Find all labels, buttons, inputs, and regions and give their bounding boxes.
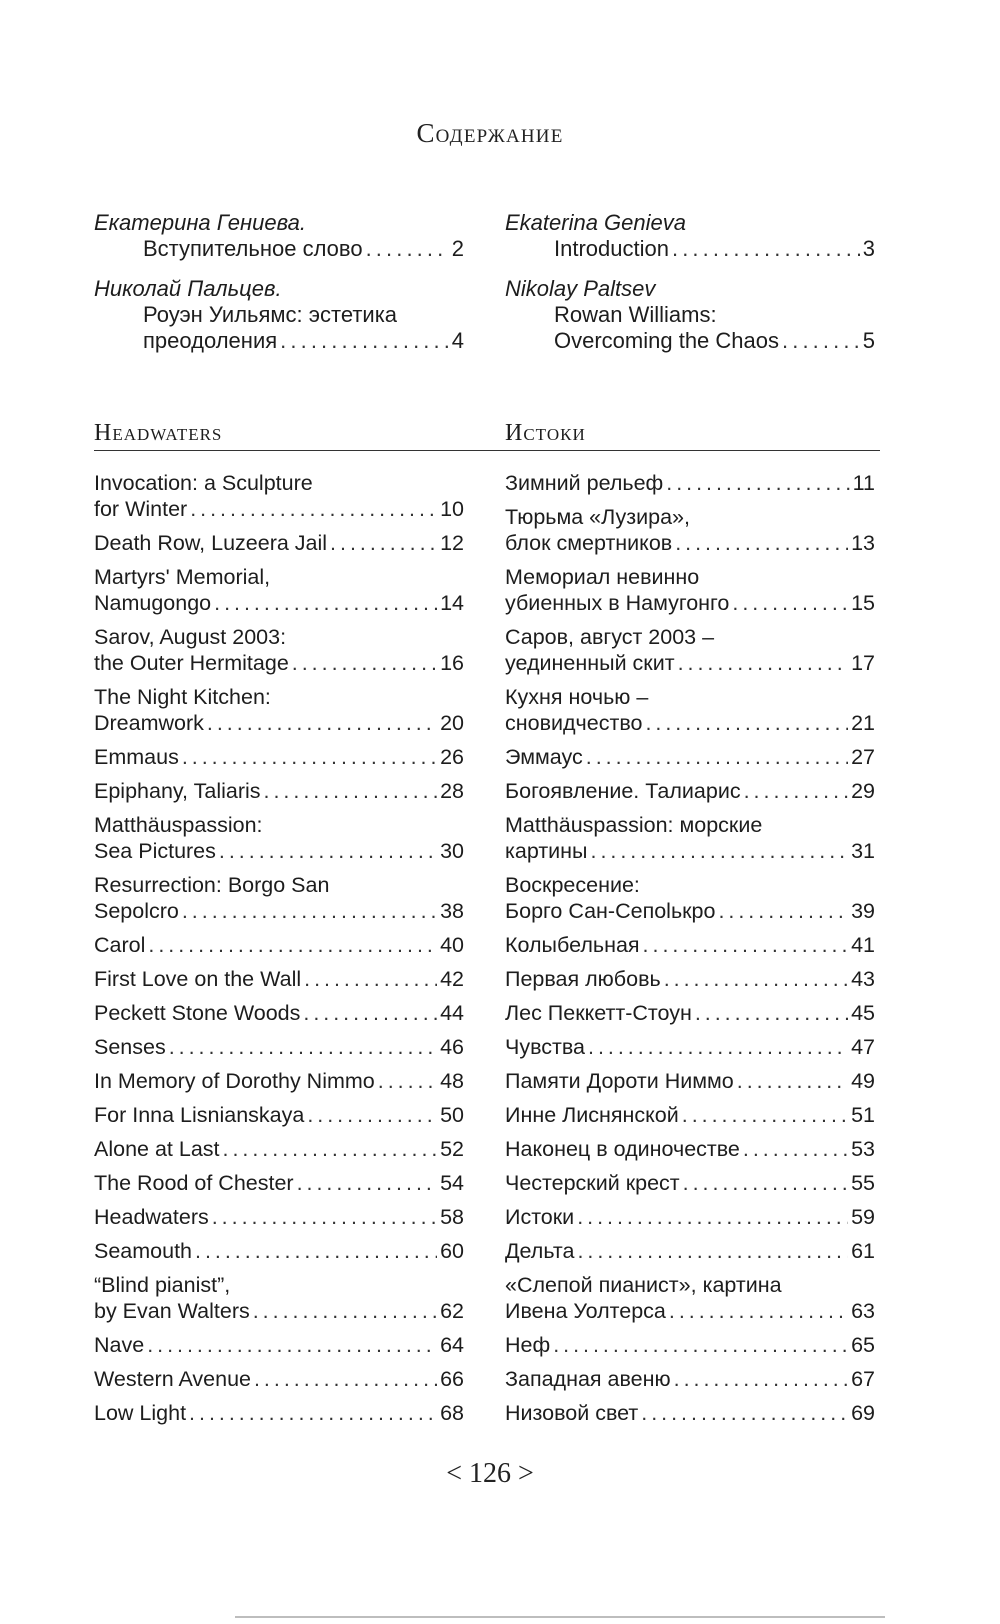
toc-line-with-page bbox=[505, 710, 875, 736]
dot-leader bbox=[743, 1136, 848, 1162]
toc-line-with-page bbox=[94, 1400, 464, 1426]
dot-leader bbox=[264, 778, 438, 804]
entry-title-line: Headwaters bbox=[94, 1205, 209, 1229]
entry-page-number: 31 bbox=[851, 839, 875, 863]
entry-page-number: 3 bbox=[862, 236, 875, 261]
toc-line-with-page bbox=[94, 650, 464, 676]
entry-title-line: Sea Pictures bbox=[94, 839, 216, 863]
toc-line-with-page bbox=[94, 1034, 464, 1060]
dot-leader bbox=[674, 1366, 848, 1392]
entry-title-line: First Love on the Wall bbox=[94, 967, 302, 991]
toc-entry bbox=[94, 624, 464, 676]
entry-page-number: 43 bbox=[851, 967, 875, 991]
entry-title-line: Death Row, Luzeera Jail bbox=[94, 531, 328, 555]
intro-entry bbox=[505, 210, 875, 262]
entry-title-line: Seamouth bbox=[94, 1239, 193, 1263]
entry-title-line: Introduction bbox=[554, 236, 669, 261]
toc-entry bbox=[94, 966, 464, 992]
entry-title-line: by Evan Walters bbox=[94, 1299, 250, 1323]
dot-leader bbox=[169, 1034, 437, 1060]
toc-entry bbox=[94, 932, 464, 958]
entry-title-line: Борго Сан-Сепolькро bbox=[505, 899, 716, 923]
intro-entry bbox=[94, 210, 464, 262]
dot-leader bbox=[304, 966, 437, 992]
entry-page-number: 12 bbox=[440, 531, 464, 555]
toc-line-with-page bbox=[505, 530, 875, 556]
entry-title-line: Лес Пеккетт-Стоун bbox=[505, 1001, 692, 1025]
entry-title-line: «Слепой пианист», картина bbox=[505, 1273, 782, 1297]
toc-entry bbox=[94, 530, 464, 556]
entry-page-number: 21 bbox=[851, 711, 875, 735]
toc-entry bbox=[505, 1332, 875, 1358]
toc-entry bbox=[94, 744, 464, 770]
toc-entry bbox=[505, 1272, 875, 1324]
toc-entry bbox=[505, 932, 875, 958]
entry-page-number: 15 bbox=[851, 591, 875, 615]
toc-entry bbox=[505, 1366, 875, 1392]
toc-entry bbox=[505, 1068, 875, 1094]
entry-page-number: 47 bbox=[851, 1035, 875, 1059]
dot-leader bbox=[586, 744, 848, 770]
entry-page-number: 14 bbox=[440, 591, 464, 615]
entry-title-line: Вступительное слово bbox=[143, 236, 363, 261]
dot-leader bbox=[641, 1400, 848, 1426]
toc-entry bbox=[94, 1136, 464, 1162]
toc-line-with-page bbox=[505, 838, 875, 864]
entry-page-number: 46 bbox=[440, 1035, 464, 1059]
dot-leader bbox=[253, 1298, 437, 1324]
intro-author: Nikolay Paltsev bbox=[505, 276, 656, 301]
entry-title-line: Resurrection: Borgo San bbox=[94, 873, 330, 897]
entry-title-line: Western Avenue bbox=[94, 1367, 251, 1391]
entry-page-number: 52 bbox=[440, 1137, 464, 1161]
toc-entry bbox=[94, 1102, 464, 1128]
toc-entry bbox=[505, 624, 875, 676]
toc-line-with-page bbox=[505, 1204, 875, 1230]
entry-page-number: 49 bbox=[851, 1069, 875, 1093]
entry-page-number: 42 bbox=[440, 967, 464, 991]
dot-leader bbox=[147, 1332, 437, 1358]
toc-entry bbox=[505, 744, 875, 770]
dot-leader bbox=[682, 1102, 848, 1128]
entry-page-number: 58 bbox=[440, 1205, 464, 1229]
entry-title-line: Matthäuspassion: морские bbox=[505, 813, 763, 837]
toc-entry bbox=[505, 1400, 875, 1426]
entry-title-line: Истоки bbox=[505, 1205, 575, 1229]
entry-page-number: 4 bbox=[451, 328, 464, 353]
toc-entry bbox=[505, 966, 875, 992]
entry-title-line: Честерский крест bbox=[505, 1171, 680, 1195]
dot-leader bbox=[669, 1298, 848, 1324]
entry-page-number: 53 bbox=[851, 1137, 875, 1161]
toc-line-with-page bbox=[94, 1068, 464, 1094]
toc-entry bbox=[505, 1204, 875, 1230]
section-title-russian: Истоки bbox=[505, 420, 586, 446]
entry-title-line: Наконец в одиночестве bbox=[505, 1137, 740, 1161]
toc-line-with-page bbox=[505, 650, 875, 676]
entry-title-line: картины bbox=[505, 839, 588, 863]
toc-line-with-page bbox=[94, 966, 464, 992]
intro-author: Николай Пальцев. bbox=[94, 276, 282, 301]
dot-leader bbox=[303, 1000, 437, 1026]
toc-entry bbox=[94, 1400, 464, 1426]
dot-leader bbox=[148, 932, 437, 958]
entry-title-line: the Outer Hermitage bbox=[94, 651, 289, 675]
entry-title-line: Зимний рельеф bbox=[505, 471, 664, 495]
entry-page-number: 29 bbox=[851, 779, 875, 803]
entry-title-line: Мемориал невинно bbox=[505, 565, 700, 589]
entry-title-line: Emmaus bbox=[94, 745, 179, 769]
entry-page-number: 38 bbox=[440, 899, 464, 923]
entry-title-line: for Winter bbox=[94, 497, 188, 521]
entry-title-line: Кухня ночью – bbox=[505, 685, 649, 709]
toc-entry bbox=[505, 1102, 875, 1128]
entry-title-line: Matthäuspassion: bbox=[94, 813, 263, 837]
intro-author: Ekaterina Genieva bbox=[505, 210, 686, 235]
dot-leader bbox=[645, 710, 848, 736]
toc-line-with-page bbox=[505, 932, 875, 958]
toc-entry bbox=[94, 470, 464, 522]
toc-line-with-page bbox=[505, 590, 875, 616]
entry-page-number: 2 bbox=[451, 236, 464, 261]
entry-title-line: Неф bbox=[505, 1333, 551, 1357]
dot-leader bbox=[182, 744, 437, 770]
dot-leader bbox=[678, 650, 849, 676]
entry-page-number: 10 bbox=[440, 497, 464, 521]
dot-leader bbox=[223, 1136, 438, 1162]
toc-line-with-page bbox=[94, 496, 464, 522]
entry-page-number: 68 bbox=[440, 1401, 464, 1425]
dot-leader bbox=[577, 1204, 848, 1230]
entry-page-number: 50 bbox=[440, 1103, 464, 1127]
entry-title-line: “Blind pianist”, bbox=[94, 1273, 231, 1297]
toc-line-with-page bbox=[94, 1366, 464, 1392]
toc-line-with-page bbox=[505, 236, 875, 262]
dot-leader bbox=[591, 838, 849, 864]
dot-leader bbox=[195, 1238, 437, 1264]
toc-entry bbox=[505, 504, 875, 556]
toc-line-with-page bbox=[94, 590, 464, 616]
entry-page-number: 55 bbox=[851, 1171, 875, 1195]
toc-line-with-page bbox=[94, 1000, 464, 1026]
entry-page-number: 45 bbox=[851, 1001, 875, 1025]
entry-title-line: The Night Kitchen: bbox=[94, 685, 271, 709]
entry-page-number: 63 bbox=[851, 1299, 875, 1323]
dot-leader bbox=[782, 328, 860, 354]
dot-leader bbox=[577, 1238, 848, 1264]
dot-leader bbox=[553, 1332, 848, 1358]
toc-entry bbox=[94, 872, 464, 924]
toc-line-with-page bbox=[94, 328, 464, 354]
entry-page-number: 40 bbox=[440, 933, 464, 957]
toc-line-with-page bbox=[505, 1000, 875, 1026]
entry-title-line: Rowan Williams: bbox=[554, 302, 717, 327]
entry-page-number: 20 bbox=[440, 711, 464, 735]
entry-title-line: Peckett Stone Woods bbox=[94, 1001, 301, 1025]
dot-leader bbox=[672, 236, 860, 262]
page-number: < 126 > bbox=[446, 1458, 534, 1489]
toc-line-with-page bbox=[505, 1170, 875, 1196]
toc-line-with-page bbox=[94, 898, 464, 924]
bottom-rule bbox=[235, 1616, 885, 1618]
dot-leader bbox=[219, 838, 437, 864]
entry-page-number: 5 bbox=[862, 328, 875, 353]
toc-line-with-page bbox=[505, 470, 875, 496]
entry-page-number: 26 bbox=[440, 745, 464, 769]
entry-title-line: Senses bbox=[94, 1035, 166, 1059]
entry-page-number: 51 bbox=[851, 1103, 875, 1127]
entry-title-line: Nave bbox=[94, 1333, 145, 1357]
entry-title-line: Dreamwork bbox=[94, 711, 204, 735]
toc-entry bbox=[94, 564, 464, 616]
intro-entry bbox=[505, 276, 875, 354]
dot-leader bbox=[664, 966, 848, 992]
toc-line-with-page bbox=[505, 1298, 875, 1324]
toc-entry bbox=[505, 1000, 875, 1026]
entry-page-number: 66 bbox=[440, 1367, 464, 1391]
toc-entry bbox=[94, 1170, 464, 1196]
intro-author: Екатерина Гениева. bbox=[94, 210, 306, 235]
toc-entry bbox=[94, 1204, 464, 1230]
entry-title-line: Carol bbox=[94, 933, 146, 957]
entry-title-line: Overcoming the Chaos bbox=[554, 328, 779, 353]
entry-page-number: 69 bbox=[851, 1401, 875, 1425]
toc-entry bbox=[94, 1034, 464, 1060]
entry-title-line: Инне Лиснянской bbox=[505, 1103, 679, 1127]
entry-page-number: 11 bbox=[852, 471, 875, 495]
entry-page-number: 64 bbox=[440, 1333, 464, 1357]
dot-leader bbox=[643, 932, 849, 958]
section-title-english: Headwaters bbox=[94, 420, 223, 446]
entry-title-line: Эммаус bbox=[505, 745, 583, 769]
toc-line-with-page bbox=[94, 744, 464, 770]
dot-leader bbox=[307, 1102, 437, 1128]
entry-page-number: 28 bbox=[440, 779, 464, 803]
page-title: Содержание bbox=[416, 118, 564, 148]
entry-title-line: Воскресение: bbox=[505, 873, 640, 897]
dot-leader bbox=[330, 530, 437, 556]
toc-line-with-page bbox=[505, 966, 875, 992]
toc-line-with-page bbox=[505, 1136, 875, 1162]
dot-leader bbox=[190, 496, 437, 522]
dot-leader bbox=[207, 710, 437, 736]
entry-title-line: Первая любовь bbox=[505, 967, 661, 991]
dot-leader bbox=[366, 236, 449, 262]
toc-line-with-page bbox=[94, 236, 464, 262]
toc-line-with-page bbox=[94, 1136, 464, 1162]
toc-line-with-page bbox=[94, 1298, 464, 1324]
entry-title-line: Роуэн Уильямс: эстетика bbox=[143, 302, 398, 327]
entry-title-line: сновидчество bbox=[505, 711, 643, 735]
entry-title-line: убиенных в Намугонго bbox=[505, 591, 730, 615]
intro-entry bbox=[94, 276, 464, 354]
entry-title-line: Тюрьма «Лузира», bbox=[505, 505, 690, 529]
dot-leader bbox=[378, 1068, 437, 1094]
toc-line-with-page bbox=[505, 1332, 875, 1358]
intro-column-english bbox=[505, 210, 875, 368]
dot-leader bbox=[292, 650, 437, 676]
entry-page-number: 62 bbox=[440, 1299, 464, 1323]
dot-leader bbox=[214, 590, 437, 616]
entry-title-line: In Memory of Dorothy Nimmo bbox=[94, 1069, 375, 1093]
toc-entry bbox=[505, 778, 875, 804]
entry-title-line: Богоявление. Талиарис bbox=[505, 779, 741, 803]
entry-title-line: Alone at Last bbox=[94, 1137, 220, 1161]
entry-title-line: преодоления bbox=[143, 328, 278, 353]
toc-entry bbox=[94, 684, 464, 736]
toc-line-with-page bbox=[505, 778, 875, 804]
dot-leader bbox=[182, 898, 437, 924]
toc-entry bbox=[505, 470, 875, 496]
entry-title-line: блок смертников bbox=[505, 531, 673, 555]
toc-entry bbox=[94, 1068, 464, 1094]
entry-page-number: 27 bbox=[851, 745, 875, 769]
entry-title-line: Западная авеню bbox=[505, 1367, 671, 1391]
dot-leader bbox=[718, 898, 848, 924]
toc-list-russian bbox=[505, 470, 875, 1434]
toc-line-with-page bbox=[505, 1366, 875, 1392]
toc-entry bbox=[94, 1272, 464, 1324]
entry-page-number: 48 bbox=[440, 1069, 464, 1093]
dot-leader bbox=[189, 1400, 437, 1426]
entry-title-line: Низовой свет bbox=[505, 1401, 639, 1425]
entry-title-line: Low Light bbox=[94, 1401, 187, 1425]
toc-line-with-page bbox=[94, 932, 464, 958]
entry-title-line: Sarov, August 2003: bbox=[94, 625, 287, 649]
toc-line-with-page bbox=[505, 1034, 875, 1060]
dot-leader bbox=[744, 778, 848, 804]
toc-line-with-page bbox=[505, 1068, 875, 1094]
entry-page-number: 41 bbox=[851, 933, 875, 957]
toc-entry bbox=[94, 778, 464, 804]
toc-entry bbox=[505, 564, 875, 616]
toc-line-with-page bbox=[94, 530, 464, 556]
toc-line-with-page bbox=[94, 1102, 464, 1128]
entry-page-number: 61 bbox=[851, 1239, 875, 1263]
dot-leader bbox=[683, 1170, 848, 1196]
toc-entry bbox=[94, 1000, 464, 1026]
toc-line-with-page bbox=[505, 898, 875, 924]
entry-page-number: 67 bbox=[851, 1367, 875, 1391]
toc-line-with-page bbox=[94, 1238, 464, 1264]
dot-leader bbox=[732, 590, 848, 616]
toc-line-with-page bbox=[505, 1238, 875, 1264]
intro-column-russian bbox=[94, 210, 464, 368]
dot-leader bbox=[737, 1068, 848, 1094]
entry-title-line: The Rood of Chester bbox=[94, 1171, 294, 1195]
dot-leader bbox=[675, 530, 848, 556]
dot-leader bbox=[254, 1366, 437, 1392]
toc-line-with-page bbox=[505, 1102, 875, 1128]
entry-title-line: уединенный скит bbox=[505, 651, 675, 675]
entry-title-line: Namugongo bbox=[94, 591, 212, 615]
toc-entry bbox=[505, 1136, 875, 1162]
entry-page-number: 13 bbox=[851, 531, 875, 555]
toc-entry bbox=[94, 1366, 464, 1392]
entry-title-line: For Inna Lisnianskaya bbox=[94, 1103, 305, 1127]
dot-leader bbox=[297, 1170, 437, 1196]
entry-title-line: Ивена Уолтерса bbox=[505, 1299, 666, 1323]
toc-list-english bbox=[94, 470, 464, 1434]
toc-line-with-page bbox=[94, 778, 464, 804]
entry-title-line: Памяти Дороти Ниммо bbox=[505, 1069, 734, 1093]
toc-entry bbox=[94, 1332, 464, 1358]
toc-entry bbox=[94, 1238, 464, 1264]
dot-leader bbox=[280, 328, 449, 354]
section-header-rule bbox=[94, 420, 880, 451]
toc-entry bbox=[505, 1170, 875, 1196]
entry-page-number: 17 bbox=[851, 651, 875, 675]
dot-leader bbox=[695, 1000, 848, 1026]
entry-page-number: 39 bbox=[851, 899, 875, 923]
entry-page-number: 16 bbox=[440, 651, 464, 675]
entry-page-number: 65 bbox=[851, 1333, 875, 1357]
toc-entry bbox=[505, 1034, 875, 1060]
toc-entry bbox=[94, 812, 464, 864]
entry-title-line: Колыбельная bbox=[505, 933, 640, 957]
toc-line-with-page bbox=[505, 744, 875, 770]
entry-title-line: Epiphany, Taliaris bbox=[94, 779, 261, 803]
toc-line-with-page bbox=[94, 1332, 464, 1358]
toc-entry bbox=[505, 684, 875, 736]
toc-line-with-page bbox=[94, 1170, 464, 1196]
toc-entry bbox=[505, 1238, 875, 1264]
entry-title-line: Sepolcro bbox=[94, 899, 179, 923]
entry-title-line: Invocation: a Sculpture bbox=[94, 471, 313, 495]
toc-entry bbox=[505, 872, 875, 924]
entry-page-number: 54 bbox=[440, 1171, 464, 1195]
entry-title-line: Саров, август 2003 – bbox=[505, 625, 715, 649]
toc-entry bbox=[505, 812, 875, 864]
entry-page-number: 44 bbox=[440, 1001, 464, 1025]
entry-title-line: Martyrs' Memorial, bbox=[94, 565, 271, 589]
toc-line-with-page bbox=[94, 710, 464, 736]
dot-leader bbox=[212, 1204, 437, 1230]
entry-page-number: 59 bbox=[851, 1205, 875, 1229]
entry-title-line: Чувства bbox=[505, 1035, 585, 1059]
dot-leader bbox=[666, 470, 849, 496]
dot-leader bbox=[588, 1034, 848, 1060]
entry-title-line: Дельта bbox=[505, 1239, 575, 1263]
toc-line-with-page bbox=[505, 328, 875, 354]
toc-line-with-page bbox=[94, 838, 464, 864]
entry-page-number: 60 bbox=[440, 1239, 464, 1263]
entry-page-number: 30 bbox=[440, 839, 464, 863]
toc-line-with-page bbox=[505, 1400, 875, 1426]
toc-line-with-page bbox=[94, 1204, 464, 1230]
